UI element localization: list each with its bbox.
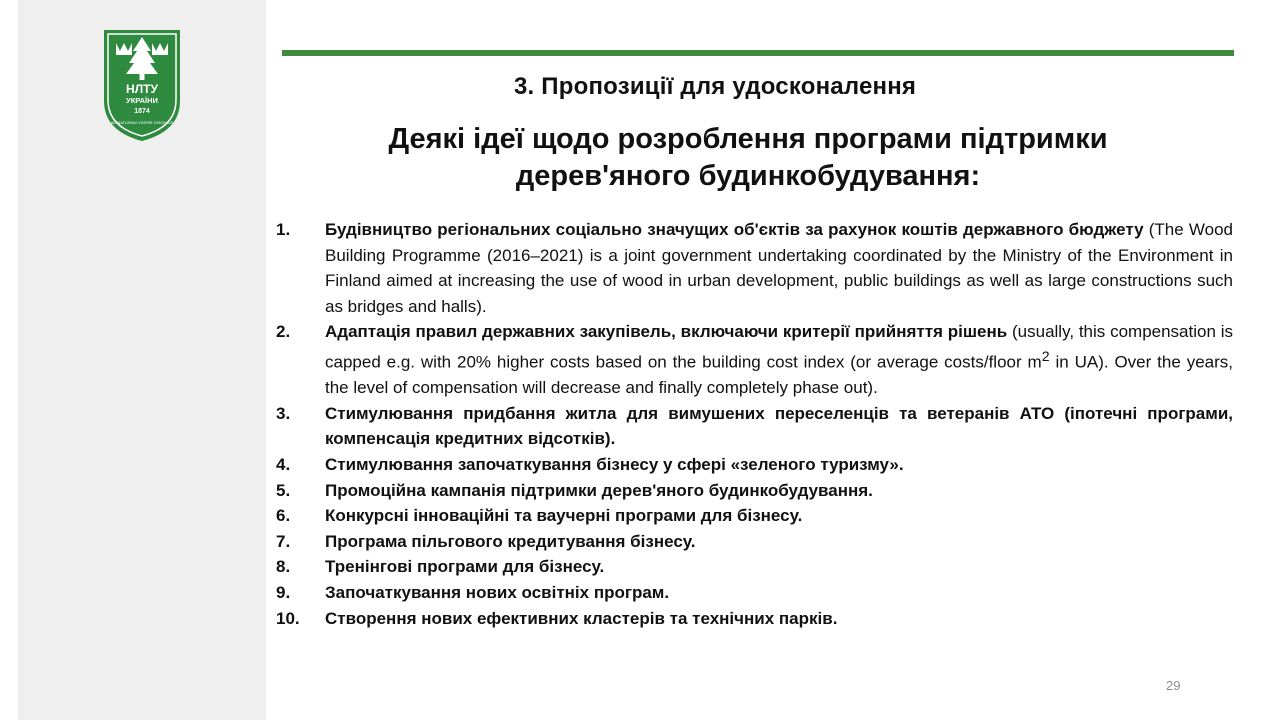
- list-item-number: 10.: [276, 608, 300, 628]
- list-item-bold-text: Створення нових ефективних кластерів та технічних парків.: [325, 608, 838, 628]
- list-item-number: 3.: [276, 403, 291, 423]
- list-item-bold-text: Стимулювання започаткування бізнесу у сфері «зеленого туризму».: [325, 455, 904, 474]
- list-item-number: 9.: [276, 582, 291, 602]
- list-item-bold-text: Конкурсні інноваційні та ваучерні програми для бізнесу.: [325, 506, 803, 526]
- list-item-bold-text: Програма пільгового кредитування бізнесу.: [325, 531, 696, 551]
- slide-title: Деякі ідеї щодо розроблення програми підтримки дерев'яного будинкобудування:: [388, 123, 1108, 192]
- list-item-text: [325, 319, 1233, 400]
- superscript: 2: [1041, 348, 1050, 365]
- header-divider: [282, 50, 1234, 56]
- list-item-text: [325, 503, 1233, 529]
- list-item-bold-text: Стимулювання придбання житла для вимушених переселенців та ветеранів АТО (іпотечні програми, компенсація кредитних відсотків).: [325, 403, 1233, 449]
- list-item: [276, 401, 1233, 452]
- list-item: [276, 529, 1233, 555]
- list-item-text: [325, 401, 1233, 452]
- list-item-number: 8.: [276, 557, 291, 577]
- list-item: [276, 503, 1233, 529]
- list-item-text: [325, 217, 1233, 319]
- list-item: [276, 554, 1233, 580]
- proposals-list: [276, 217, 1233, 631]
- list-item-number: 7.: [276, 531, 291, 551]
- list-item: [276, 452, 1233, 478]
- list-item-text: [325, 478, 1233, 504]
- list-item-text: [325, 606, 1233, 632]
- list-item-bold-text: Будівництво регіональних соціально значущих об'єктів за рахунок коштів державного бюджету: [325, 220, 1144, 239]
- list-item-number: 5.: [276, 480, 291, 500]
- list-item-detail-text-2: in UA). Over the years, the level of compensation will decrease and finally completely phase out).: [325, 352, 1233, 398]
- list-item-bold-text: Промоційна кампанія підтримки дерев'яного будинкобудування.: [325, 480, 873, 500]
- list-item-detail-text: (usually, this compensation is capped e.g. with 20% higher costs based on the building cost index (or average costs/floor m: [325, 322, 1233, 372]
- list-item: [276, 580, 1233, 606]
- logo-motto-text: AD NATURAM VIVERE DISCIMUS: [110, 120, 174, 125]
- list-item: [276, 319, 1233, 400]
- list-item-detail-text: (The Wood Building Programme (2016–2021) is a joint government undertaking coordinated by the Ministry of the Environment in Finland aimed at increasing the use of wood in urban development, public buildings as well as large constructions such as bridges and halls).: [325, 220, 1233, 316]
- university-logo-icon: [101, 27, 183, 143]
- list-item-bold-text: Адаптація правил державних закупівель, включаючи критерії прийняття рішень: [325, 322, 1008, 342]
- list-item: [276, 478, 1233, 504]
- logo-year-text: 1874: [134, 108, 150, 115]
- list-item-number: 1.: [276, 220, 291, 239]
- list-item: [276, 606, 1233, 632]
- list-item: [276, 217, 1233, 319]
- logo-brand-text: НЛТУ: [126, 82, 158, 96]
- list-item-number: 2.: [276, 322, 291, 342]
- list-item-number: 6.: [276, 506, 291, 526]
- list-item-bold-text: Тренінгові програми для бізнесу.: [325, 557, 605, 577]
- list-item-text: [325, 452, 1233, 478]
- logo-country-text: УКРАЇНИ: [126, 96, 158, 105]
- list-item-text: [325, 580, 1233, 606]
- list-item-text: [325, 554, 1233, 580]
- section-title: 3. Пропозиції для удосконалення: [514, 73, 917, 100]
- list-item-text: [325, 529, 1233, 555]
- page-number: 29: [1166, 678, 1181, 693]
- list-item-number: 4.: [276, 455, 291, 474]
- list-item-bold-text: Започаткування нових освітніх програм.: [325, 582, 670, 602]
